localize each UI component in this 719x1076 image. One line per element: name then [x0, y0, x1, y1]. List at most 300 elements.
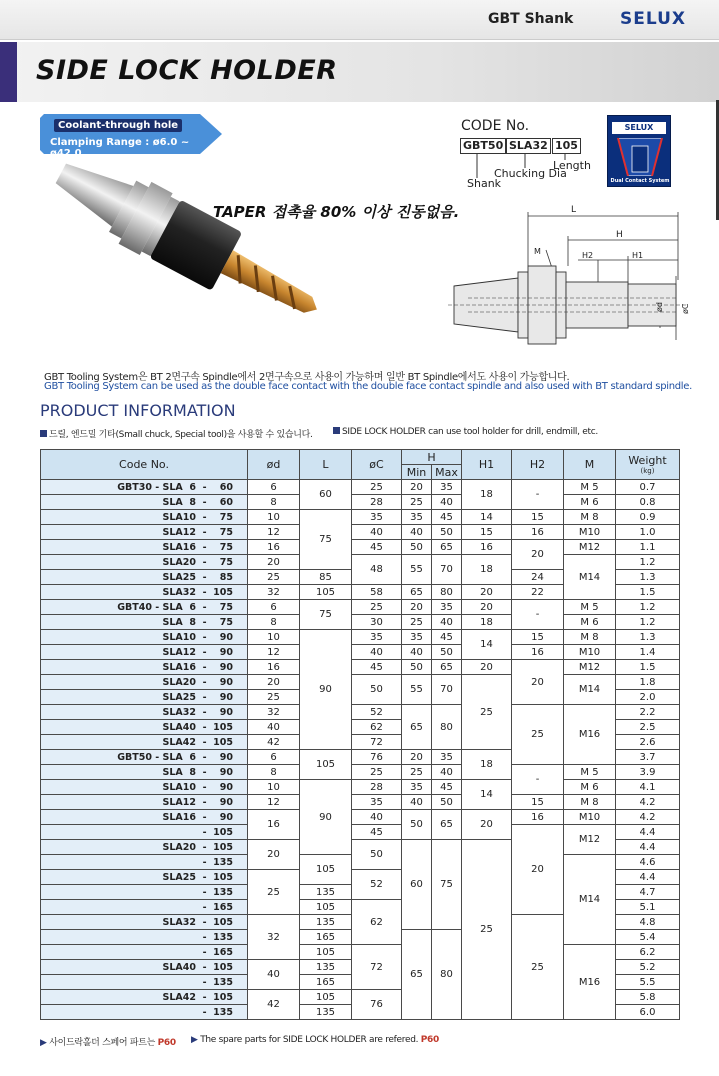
- header-category: GBT Shank: [488, 11, 574, 27]
- header-L: L: [300, 450, 352, 480]
- cell-code: SLA12 - 90: [41, 645, 248, 660]
- cell-weight: 1.2: [616, 555, 680, 570]
- title-accent: [0, 42, 17, 102]
- cell-code: SLA 8 - 75: [41, 615, 248, 630]
- cell-hmax: 65: [432, 810, 462, 840]
- cell-weight: 5.5: [616, 975, 680, 990]
- badge-feature: Coolant-through hole: [54, 119, 182, 132]
- cell-c: 45: [352, 825, 402, 840]
- cell-weight: 0.9: [616, 510, 680, 525]
- table-row: [41, 540, 680, 555]
- cell-weight: 4.4: [616, 870, 680, 885]
- cell-hmin: 35: [402, 510, 432, 525]
- cell-c: 35: [352, 795, 402, 810]
- code-part-length: 105: [552, 138, 581, 154]
- cell-hmin: 20: [402, 480, 432, 495]
- feature-badge: [40, 114, 222, 159]
- page-title: SIDE LOCK HOLDER: [36, 55, 338, 86]
- cell-c: 35: [352, 510, 402, 525]
- cell-code: GBT40 - SLA 6 - 75: [41, 600, 248, 615]
- cell-hmin: 25: [402, 495, 432, 510]
- cell-c: 76: [352, 990, 402, 1020]
- cell-d: 10: [248, 630, 300, 645]
- description-ko: GBT Tooling System은 BT 2면구속 Spindle에서 2면구속으로 사용이 가능하며 일반 BT Spindle에서도 사용이 가능합니다.: [44, 372, 570, 383]
- cell-code: SLA32 - 105: [41, 585, 248, 600]
- cell-code: - 135: [41, 1005, 248, 1020]
- dim-label-H: H: [616, 230, 623, 240]
- cell-code: SLA25 - 90: [41, 690, 248, 705]
- cell-c: 40: [352, 645, 402, 660]
- product-image: [30, 150, 360, 360]
- cell-d: 12: [248, 645, 300, 660]
- cell-h1: 14: [462, 630, 512, 660]
- cell-hmin: 20: [402, 600, 432, 615]
- cell-d: 8: [248, 765, 300, 780]
- cell-m: M12: [564, 825, 616, 855]
- cell-code: SLA12 - 75: [41, 525, 248, 540]
- cell-code: - 165: [41, 900, 248, 915]
- cell-m: M 5: [564, 765, 616, 780]
- table-row: [41, 495, 680, 510]
- cell-code: SLA10 - 75: [41, 510, 248, 525]
- cell-code: SLA42 - 105: [41, 735, 248, 750]
- cell-d: 25: [248, 690, 300, 705]
- cell-hmin: 40: [402, 645, 432, 660]
- cell-h1: 18: [462, 615, 512, 630]
- cell-hmax: 45: [432, 630, 462, 645]
- table-row: [41, 600, 680, 615]
- cell-code: SLA10 - 90: [41, 780, 248, 795]
- cell-m: M14: [564, 555, 616, 600]
- cell-c: 30: [352, 615, 402, 630]
- cell-l: 105: [300, 900, 352, 915]
- code-label-length: Length: [553, 159, 591, 172]
- header-h-min: Min: [402, 465, 432, 480]
- taper-note: TAPER 접촉율 80% 이상 진동없음.: [213, 203, 460, 221]
- table-row: [41, 480, 680, 495]
- cell-m: M14: [564, 675, 616, 705]
- cell-m: M16: [564, 945, 616, 1020]
- cell-d: 20: [248, 840, 300, 870]
- cell-m: M12: [564, 660, 616, 675]
- cell-code: SLA16 - 90: [41, 660, 248, 675]
- cell-hmax: 80: [432, 930, 462, 1020]
- cell-code: SLA20 - 105: [41, 840, 248, 855]
- cell-c: 62: [352, 720, 402, 735]
- table-row: [41, 660, 680, 675]
- cell-hmin: 50: [402, 540, 432, 555]
- cell-h1: 20: [462, 585, 512, 600]
- table-row: [41, 795, 680, 810]
- dual-contact-icon: [614, 138, 666, 176]
- cell-hmin: 40: [402, 795, 432, 810]
- cell-d: 16: [248, 660, 300, 675]
- cell-hmin: 55: [402, 675, 432, 705]
- cell-code: - 135: [41, 975, 248, 990]
- cell-c: 25: [352, 765, 402, 780]
- cell-code: SLA10 - 90: [41, 630, 248, 645]
- cell-c: 25: [352, 480, 402, 495]
- cell-hmin: 60: [402, 840, 432, 930]
- cell-hmax: 50: [432, 645, 462, 660]
- table-row: [41, 525, 680, 540]
- cell-l: 90: [300, 780, 352, 855]
- cell-weight: 5.2: [616, 960, 680, 975]
- cell-weight: 6.2: [616, 945, 680, 960]
- cell-weight: 5.8: [616, 990, 680, 1005]
- cell-weight: 6.0: [616, 1005, 680, 1020]
- cell-m: M 8: [564, 510, 616, 525]
- cell-code: - 105: [41, 825, 248, 840]
- cell-l: 165: [300, 975, 352, 990]
- cell-hmin: 25: [402, 765, 432, 780]
- footer-note-en: ▶ The spare parts for SIDE LOCK HOLDER are refered. P60: [191, 1035, 439, 1045]
- technical-drawing: [448, 200, 698, 360]
- product-table: [40, 449, 680, 1020]
- header-H2: H2: [512, 450, 564, 480]
- cell-d: 12: [248, 795, 300, 810]
- cell-weight: 1.2: [616, 600, 680, 615]
- cell-h2: 15: [512, 510, 564, 525]
- cell-code: SLA25 - 85: [41, 570, 248, 585]
- cell-code: GBT50 - SLA 6 - 90: [41, 750, 248, 765]
- cell-l: 135: [300, 1005, 352, 1020]
- cell-c: 62: [352, 900, 402, 945]
- cell-hmin: 65: [402, 585, 432, 600]
- cell-code: - 135: [41, 885, 248, 900]
- cell-c: 45: [352, 660, 402, 675]
- cell-hmax: 80: [432, 585, 462, 600]
- cell-weight: 2.5: [616, 720, 680, 735]
- cell-d: 32: [248, 585, 300, 600]
- cell-l: 60: [300, 480, 352, 510]
- table-row: [41, 705, 680, 720]
- cell-hmin: 55: [402, 555, 432, 585]
- cell-c: 72: [352, 945, 402, 990]
- dim-label-M: M: [534, 247, 541, 256]
- cell-weight: 1.5: [616, 660, 680, 675]
- cell-h2: -: [512, 480, 564, 510]
- cell-h1: 15: [462, 525, 512, 540]
- cell-d: 40: [248, 960, 300, 990]
- table-row: [41, 630, 680, 645]
- cell-hmin: 65: [402, 705, 432, 750]
- cell-code: SLA20 - 90: [41, 675, 248, 690]
- cell-h1: 16: [462, 540, 512, 555]
- cell-c: 58: [352, 585, 402, 600]
- cell-h2: 20: [512, 825, 564, 915]
- table-row: [41, 555, 680, 570]
- footer-note-ko: ▶ 사이드락홀더 스페어 파트는 P60: [40, 1038, 176, 1048]
- cell-h2: 16: [512, 810, 564, 825]
- cell-weight: 1.2: [616, 615, 680, 630]
- cell-h1: 14: [462, 510, 512, 525]
- cell-code: SLA12 - 90: [41, 795, 248, 810]
- cell-h2: 20: [512, 540, 564, 570]
- dim-label-d: ød: [655, 302, 664, 312]
- cell-l: 105: [300, 750, 352, 780]
- cell-code: SLA 8 - 60: [41, 495, 248, 510]
- table-row: [41, 675, 680, 690]
- cell-h1: 18: [462, 480, 512, 510]
- cell-m: M 8: [564, 795, 616, 810]
- cell-h2: -: [512, 600, 564, 630]
- cell-h2: 16: [512, 645, 564, 660]
- table-row: [41, 810, 680, 825]
- cell-l: 85: [300, 570, 352, 585]
- cell-hmax: 35: [432, 480, 462, 495]
- header-band: [0, 0, 719, 40]
- cell-h1: 18: [462, 555, 512, 585]
- cell-hmax: 65: [432, 660, 462, 675]
- cell-m: M16: [564, 705, 616, 765]
- code-label-shank: Shank: [467, 177, 502, 190]
- cell-hmin: 20: [402, 750, 432, 765]
- cell-m: M 5: [564, 480, 616, 495]
- header-h-max: Max: [432, 465, 462, 480]
- cell-hmax: 40: [432, 615, 462, 630]
- cell-hmax: 65: [432, 540, 462, 555]
- cell-d: 20: [248, 675, 300, 690]
- bullet-square-icon: [40, 430, 47, 437]
- cell-weight: 0.7: [616, 480, 680, 495]
- cell-d: 8: [248, 495, 300, 510]
- cell-weight: 5.4: [616, 930, 680, 945]
- cell-h1: 25: [462, 840, 512, 1020]
- cell-c: 50: [352, 675, 402, 705]
- cell-weight: 1.1: [616, 540, 680, 555]
- cell-hmax: 45: [432, 780, 462, 795]
- cell-weight: 4.4: [616, 825, 680, 840]
- cell-h2: 25: [512, 915, 564, 1020]
- cell-l: 165: [300, 930, 352, 945]
- cell-hmin: 35: [402, 630, 432, 645]
- cell-d: 32: [248, 705, 300, 720]
- cell-h2: 24: [512, 570, 564, 585]
- badge-clamping-range: Clamping Range : ø6.0 ~ ø42.0: [50, 137, 190, 159]
- cell-hmax: 75: [432, 840, 462, 930]
- cell-hmax: 70: [432, 555, 462, 585]
- header-M: M: [564, 450, 616, 480]
- cell-h1: 25: [462, 675, 512, 750]
- cell-h2: 22: [512, 585, 564, 600]
- section-title: PRODUCT INFORMATION: [40, 401, 236, 420]
- cell-l: 135: [300, 915, 352, 930]
- cell-code: GBT30 - SLA 6 - 60: [41, 480, 248, 495]
- header-weight: Weight (kg): [616, 450, 680, 480]
- cell-weight: 4.8: [616, 915, 680, 930]
- dual-contact-label: Dual Contact System: [610, 178, 670, 184]
- cell-code: SLA32 - 90: [41, 705, 248, 720]
- table-row: [41, 765, 680, 780]
- cell-weight: 1.8: [616, 675, 680, 690]
- cell-l: 105: [300, 990, 352, 1005]
- cell-c: 52: [352, 870, 402, 900]
- cell-l: 75: [300, 600, 352, 630]
- cell-h1: 14: [462, 780, 512, 810]
- table-row: [41, 615, 680, 630]
- cell-l: 105: [300, 855, 352, 885]
- cell-d: 12: [248, 525, 300, 540]
- arrow-right-icon: ▶: [191, 1035, 201, 1045]
- cell-c: 25: [352, 600, 402, 615]
- cell-hmax: 40: [432, 765, 462, 780]
- cell-hmin: 40: [402, 525, 432, 540]
- cell-l: 105: [300, 945, 352, 960]
- cell-c: 28: [352, 495, 402, 510]
- cell-d: 16: [248, 810, 300, 840]
- cell-weight: 1.0: [616, 525, 680, 540]
- cell-m: M 6: [564, 495, 616, 510]
- cell-code: SLA42 - 105: [41, 990, 248, 1005]
- note-en: SIDE LOCK HOLDER can use tool holder for drill, endmill, etc.: [333, 427, 598, 437]
- cell-c: 48: [352, 555, 402, 585]
- cell-code: SLA16 - 90: [41, 810, 248, 825]
- cell-weight: 4.1: [616, 780, 680, 795]
- cell-m: M10: [564, 645, 616, 660]
- cell-d: 8: [248, 615, 300, 630]
- header-H1: H1: [462, 450, 512, 480]
- cell-h2: 20: [512, 660, 564, 705]
- cell-h1: 20: [462, 600, 512, 615]
- cell-m: M 6: [564, 615, 616, 630]
- cell-code: - 135: [41, 855, 248, 870]
- cell-weight: 2.6: [616, 735, 680, 750]
- cell-h2: 16: [512, 525, 564, 540]
- cell-weight: 1.3: [616, 570, 680, 585]
- cell-d: 40: [248, 720, 300, 735]
- cell-hmax: 45: [432, 510, 462, 525]
- cell-weight: 1.5: [616, 585, 680, 600]
- cell-m: M12: [564, 540, 616, 555]
- cell-weight: 2.0: [616, 690, 680, 705]
- dual-contact-logo: [607, 115, 671, 187]
- cell-m: M10: [564, 810, 616, 825]
- cell-m: M14: [564, 855, 616, 945]
- cell-weight: 0.8: [616, 495, 680, 510]
- cell-h2: 15: [512, 630, 564, 645]
- code-label-chucking-dia: Chucking Dia: [494, 167, 567, 180]
- dim-label-H1: H1: [632, 251, 644, 260]
- cell-hmax: 50: [432, 795, 462, 810]
- cell-code: SLA32 - 105: [41, 915, 248, 930]
- brand-logo: SELUX: [620, 9, 686, 29]
- code-part-shank: GBT50: [460, 138, 506, 154]
- dim-label-C: øC: [681, 303, 690, 314]
- cell-c: 52: [352, 705, 402, 720]
- cell-code: SLA16 - 75: [41, 540, 248, 555]
- cell-code: SLA 8 - 90: [41, 765, 248, 780]
- cell-m: M 5: [564, 600, 616, 615]
- cell-c: 35: [352, 630, 402, 645]
- bullet-square-icon: [333, 427, 340, 434]
- cell-m: M10: [564, 525, 616, 540]
- cell-hmin: 50: [402, 660, 432, 675]
- cell-l: 135: [300, 885, 352, 900]
- cell-hmax: 70: [432, 675, 462, 705]
- cell-weight: 1.3: [616, 630, 680, 645]
- cell-h1: 18: [462, 750, 512, 780]
- cell-l: 75: [300, 510, 352, 570]
- table-row: [41, 780, 680, 795]
- cell-d: 6: [248, 480, 300, 495]
- cell-c: 28: [352, 780, 402, 795]
- table-row: [41, 510, 680, 525]
- cell-hmin: 50: [402, 810, 432, 840]
- cell-c: 76: [352, 750, 402, 765]
- cell-c: 45: [352, 540, 402, 555]
- table-row: [41, 825, 680, 840]
- cell-weight: 3.9: [616, 765, 680, 780]
- cell-weight: 5.1: [616, 900, 680, 915]
- table-row: [41, 945, 680, 960]
- cell-h1: 20: [462, 810, 512, 840]
- cell-code: SLA20 - 75: [41, 555, 248, 570]
- cell-d: 32: [248, 915, 300, 960]
- cell-d: 6: [248, 750, 300, 765]
- note-ko: 드릴, 엔드밀 기타(Small chuck, Special tool)을 사용할 수 있습니다.: [40, 427, 313, 440]
- header-d: ød: [248, 450, 300, 480]
- cell-m: M 6: [564, 780, 616, 795]
- cell-code: SLA40 - 105: [41, 720, 248, 735]
- cell-d: 42: [248, 735, 300, 750]
- cell-hmin: 25: [402, 615, 432, 630]
- dual-contact-brand: SELUX: [612, 122, 666, 134]
- description-en: GBT Tooling System can be used as the double face contact with the double face contact spindle and also used with BT standard spindle.: [44, 381, 693, 392]
- cell-weight: 4.2: [616, 795, 680, 810]
- dim-label-H2: H2: [582, 251, 594, 260]
- cell-weight: 1.4: [616, 645, 680, 660]
- cell-d: 10: [248, 780, 300, 795]
- cell-hmin: 35: [402, 780, 432, 795]
- cell-weight: 2.2: [616, 705, 680, 720]
- cell-weight: 3.7: [616, 750, 680, 765]
- cell-h2: -: [512, 765, 564, 795]
- cell-d: 6: [248, 600, 300, 615]
- header-code: Code No.: [41, 450, 248, 480]
- cell-hmin: 65: [402, 930, 432, 1020]
- cell-code: SLA25 - 105: [41, 870, 248, 885]
- cell-h2: 15: [512, 795, 564, 810]
- cell-weight: 4.2: [616, 810, 680, 825]
- cell-d: 20: [248, 555, 300, 570]
- cell-hmax: 35: [432, 600, 462, 615]
- header-C: øC: [352, 450, 402, 480]
- cell-l: 105: [300, 585, 352, 600]
- cell-c: 40: [352, 810, 402, 825]
- cell-c: 50: [352, 840, 402, 870]
- cell-hmax: 50: [432, 525, 462, 540]
- cell-h2: 25: [512, 705, 564, 765]
- arrow-right-icon: ▶: [40, 1038, 50, 1048]
- table-row: [41, 645, 680, 660]
- cell-l: 90: [300, 630, 352, 750]
- code-title: CODE No.: [461, 118, 530, 134]
- cell-code: - 135: [41, 930, 248, 945]
- cell-weight: 4.7: [616, 885, 680, 900]
- cell-d: 16: [248, 540, 300, 555]
- code-part-dia: SLA32: [506, 138, 551, 154]
- cell-weight: 4.4: [616, 840, 680, 855]
- header-H: H: [402, 450, 462, 465]
- page-ref: P60: [420, 1035, 439, 1045]
- cell-code: SLA40 - 105: [41, 960, 248, 975]
- cell-code: - 165: [41, 945, 248, 960]
- cell-l: 135: [300, 960, 352, 975]
- dim-label-L: L: [571, 205, 577, 215]
- cell-weight: 4.6: [616, 855, 680, 870]
- cell-d: 25: [248, 570, 300, 585]
